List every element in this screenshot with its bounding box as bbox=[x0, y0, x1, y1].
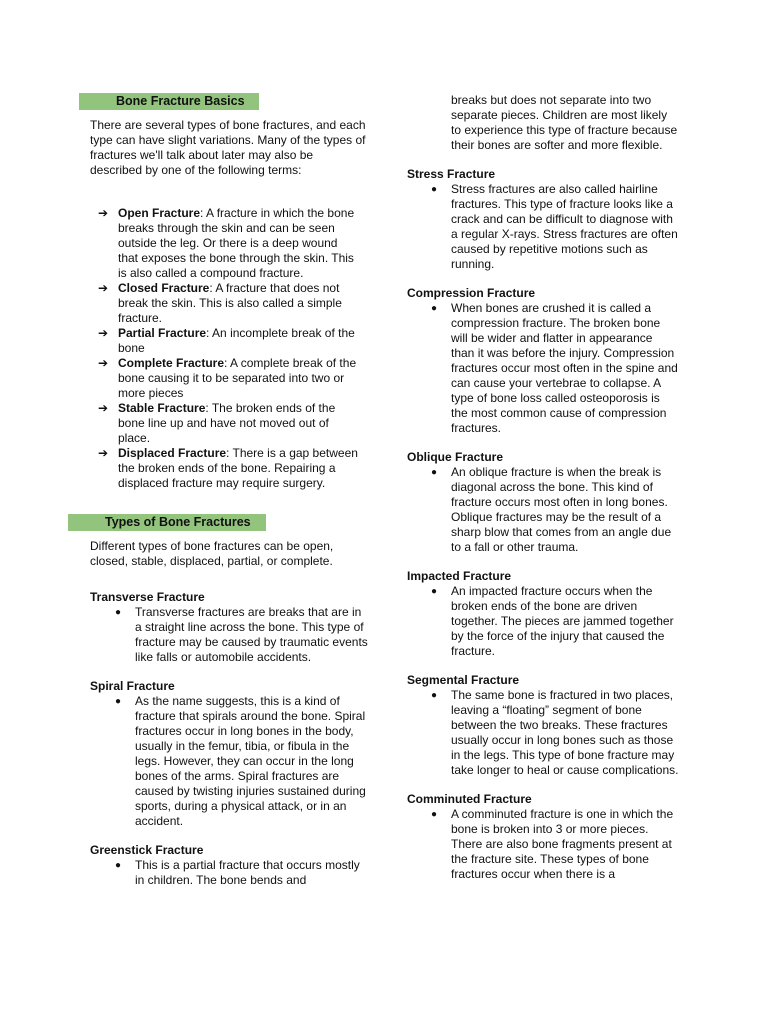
bullet-icon: ● bbox=[431, 809, 438, 820]
list-item: ➔ Displaced Fracture: There is a gap between the broken ends of the bone. Repairing a displaced fracture may require surgery. bbox=[98, 446, 358, 490]
arrow-icon: ➔ bbox=[98, 206, 109, 220]
section-title: Comminuted Fracture bbox=[407, 792, 532, 806]
section-list bbox=[431, 182, 679, 272]
list-item: ➔ Partial Fracture: An incomplete break of the bone bbox=[98, 326, 355, 355]
types-intro-paragraph: Different types of bone fractures can be open, closed, stable, displaced, partial, or complete. bbox=[90, 539, 334, 568]
right-column bbox=[407, 93, 679, 882]
section-list bbox=[431, 584, 679, 659]
arrow-icon: ➔ bbox=[98, 401, 109, 415]
bullet-icon: ● bbox=[115, 607, 122, 618]
heading-bone-fracture-basics: Bone Fracture Basics bbox=[79, 93, 259, 110]
list-item: ● Stress fractures are also called hairline fractures. This type of fracture looks like a crack and can be difficult to diagnose with a regular X-rays. Stress fractures are often caused by repetitive motions such as running. bbox=[431, 182, 678, 271]
section-list bbox=[431, 688, 679, 778]
left-column bbox=[68, 93, 368, 888]
section-title: Segmental Fracture bbox=[407, 673, 520, 687]
section-title: Stress Fracture bbox=[407, 167, 496, 181]
section-title: Compression Fracture bbox=[407, 286, 536, 300]
section-list bbox=[431, 807, 679, 882]
section-title: Greenstick Fracture bbox=[90, 843, 204, 857]
list-item: ● A comminuted fracture is one in which the bone is broken into 3 or more pieces. There are also bone fragments present at the fracture site. These types of bone fractures occur when there is a bbox=[431, 807, 674, 881]
list-item: ● As the name suggests, this is a kind of fracture that spirals around the bone. Spiral fractures occur in long bones in the body, usually in the femur, tibia, or fibula in the legs. However, they can occur in the long bones of the arms. Spiral fractures are caused by twisting injuries sustained during sports, during a physical attack, or in an accident. bbox=[115, 694, 366, 828]
section-list bbox=[115, 858, 368, 888]
heading-types-of-bone-fractures: Types of Bone Fractures bbox=[68, 514, 266, 531]
list-item: ➔ Complete Fracture: A complete break of the bone causing it to be separated into two or more pieces bbox=[98, 356, 357, 400]
arrow-icon: ➔ bbox=[98, 446, 109, 460]
arrow-icon: ➔ bbox=[98, 281, 109, 295]
section-list bbox=[431, 465, 679, 555]
arrow-icon: ➔ bbox=[98, 356, 109, 370]
list-item: ● Transverse fractures are breaks that are in a straight line across the bone. This type of fracture may be caused by traumatic events like falls or automobile accidents. bbox=[115, 605, 368, 664]
section-list bbox=[431, 301, 679, 436]
bullet-icon: ● bbox=[431, 184, 438, 195]
list-item: breaks but does not separate into two separate pieces. Children are most likely to experience this type of fracture because their bones are softer and more flexible. bbox=[451, 93, 678, 152]
arrow-icon: ➔ bbox=[98, 326, 109, 340]
list-item: ● When bones are crushed it is called a compression fracture. The broken bone will be wider and flatter in appearance than it was before the injury. Compression fractures occur most often in the spine and can cause your vertebrae to collapse. A type of bone loss called osteoporosis is the most common cause of compression fractures. bbox=[431, 301, 678, 435]
section-title: Spiral Fracture bbox=[90, 679, 175, 693]
list-item: ● An oblique fracture is when the break is diagonal across the bone. This kind of fracture occurs most often in long bones. Oblique fractures may be the result of a sharp blow that comes from an angle due to a fall or other trauma. bbox=[431, 465, 672, 554]
continuation-list bbox=[451, 93, 679, 153]
section-title: Impacted Fracture bbox=[407, 569, 512, 583]
list-item: ● The same bone is fractured in two places, leaving a “floating” segment of bone between the two breaks. These fractures usually occur in long bones such as those in the legs. This type of bone fracture may take longer to heal or cause complications. bbox=[431, 688, 679, 777]
bullet-icon: ● bbox=[431, 586, 438, 597]
bullet-icon: ● bbox=[431, 303, 438, 314]
list-item: ● An impacted fracture occurs when the broken ends of the bone are driven together. The pieces are jammed together by the force of the injury that caused the fracture. bbox=[431, 584, 674, 658]
bullet-icon: ● bbox=[115, 860, 122, 871]
section-list bbox=[115, 605, 368, 665]
intro-paragraph: There are several types of bone fractures, and each type can have slight variations. Many of the types of fractures we'll talk about later may also be described by one of the following terms: bbox=[90, 118, 366, 177]
bullet-icon: ● bbox=[431, 690, 438, 701]
list-item: ➔ Open Fracture: A fracture in which the bone breaks through the skin and can be seen outside the leg. Or there is a deep wound that exposes the bone through the skin. This is also called a compound fracture. bbox=[98, 206, 355, 280]
terms-list bbox=[98, 206, 360, 491]
section-list bbox=[115, 694, 368, 829]
list-item: ● This is a partial fracture that occurs mostly in children. The bone bends and bbox=[115, 858, 360, 887]
bullet-icon: ● bbox=[431, 467, 438, 478]
section-title: Transverse Fracture bbox=[90, 590, 205, 604]
bullet-icon: ● bbox=[115, 696, 122, 707]
section-title: Oblique Fracture bbox=[407, 450, 504, 464]
list-item: ➔ Stable Fracture: The broken ends of the bone line up and have not moved out of place. bbox=[98, 401, 336, 445]
list-item: ➔ Closed Fracture: A fracture that does not break the skin. This is also called a simple fracture. bbox=[98, 281, 342, 325]
